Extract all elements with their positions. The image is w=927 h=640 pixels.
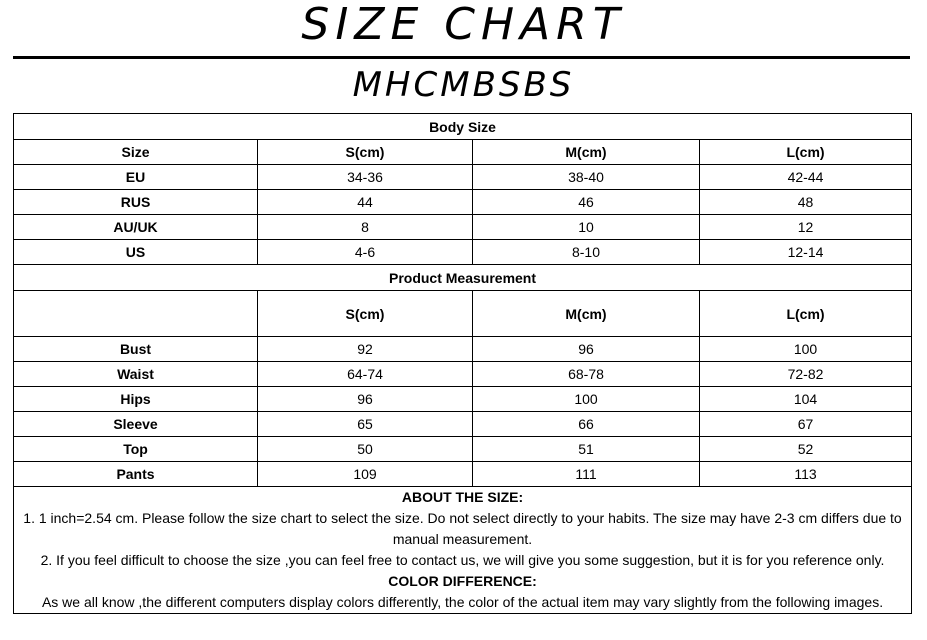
table-cell: 12 (700, 215, 912, 240)
table-cell: 68-78 (473, 362, 700, 387)
row-label: Sleeve (14, 412, 258, 437)
table-cell: 65 (258, 412, 473, 437)
table-cell: 96 (258, 387, 473, 412)
color-difference-note: As we all know ,the different computers display colors differently, the color of the actual item may vary slightly from the following images. (41, 594, 884, 610)
table-cell: 48 (700, 190, 912, 215)
color-difference-heading: COLOR DIFFERENCE: (388, 573, 537, 589)
table-cell: 10 (473, 215, 700, 240)
row-label: Bust (14, 337, 258, 362)
table-row (14, 462, 912, 487)
table-cell: 100 (700, 337, 912, 362)
row-label: EU (14, 165, 258, 190)
brand-name: MHCMBSBS (352, 65, 575, 105)
notes-section (14, 487, 912, 614)
row-label: AU/UK (14, 215, 258, 240)
table-cell: 4-6 (258, 240, 473, 265)
table-cell: 44 (258, 190, 473, 215)
title-divider (13, 56, 910, 59)
table-cell: 50 (258, 437, 473, 462)
row-label: Top (14, 437, 258, 462)
column-header: L(cm) (700, 140, 912, 165)
about-size-heading: ABOUT THE SIZE: (401, 489, 524, 505)
column-header (14, 291, 258, 337)
table-cell: 111 (473, 462, 700, 487)
column-header: M(cm) (473, 291, 700, 337)
row-label: RUS (14, 190, 258, 215)
table-cell: 34-36 (258, 165, 473, 190)
table-row (14, 190, 912, 215)
table-row (14, 165, 912, 190)
table-cell: 52 (700, 437, 912, 462)
table-cell: 64-74 (258, 362, 473, 387)
table-cell: 72-82 (700, 362, 912, 387)
table-row (14, 215, 912, 240)
table-row (14, 437, 912, 462)
row-label: Hips (14, 387, 258, 412)
page-title: SIZE CHART (301, 0, 626, 50)
table-cell: 51 (473, 437, 700, 462)
product-measurement-section-title: Product Measurement (14, 265, 912, 291)
table-cell: 96 (473, 337, 700, 362)
table-cell: 92 (258, 337, 473, 362)
row-label: Waist (14, 362, 258, 387)
row-label: US (14, 240, 258, 265)
table-cell: 113 (700, 462, 912, 487)
table-cell: 100 (473, 387, 700, 412)
about-size-note-1: 1. 1 inch=2.54 cm. Please follow the size chart to select the size. Do not select directly to your habits. The size may have 2-3 cm differs due to manual measurement. (23, 510, 902, 547)
column-header: M(cm) (473, 140, 700, 165)
column-header: L(cm) (700, 291, 912, 337)
table-cell: 8 (258, 215, 473, 240)
size-chart-table (13, 113, 912, 614)
table-cell: 38-40 (473, 165, 700, 190)
table-cell: 12-14 (700, 240, 912, 265)
table-cell: 8-10 (473, 240, 700, 265)
about-size-note-2: 2. If you feel difficult to choose the size ,you can feel free to contact us, we will give you some suggestion, but it is for you reference only. (40, 552, 885, 568)
table-row (14, 240, 912, 265)
table-cell: 67 (700, 412, 912, 437)
body-size-header-row (14, 140, 912, 165)
table-cell: 46 (473, 190, 700, 215)
table-row (14, 387, 912, 412)
table-row (14, 362, 912, 387)
table-row (14, 337, 912, 362)
table-cell: 104 (700, 387, 912, 412)
column-header: S(cm) (258, 291, 473, 337)
row-label: Pants (14, 462, 258, 487)
product-measurement-header-row (14, 291, 912, 337)
column-header: Size (14, 140, 258, 165)
table-cell: 42-44 (700, 165, 912, 190)
column-header: S(cm) (258, 140, 473, 165)
body-size-section-title: Body Size (14, 114, 912, 140)
table-cell: 66 (473, 412, 700, 437)
table-cell: 109 (258, 462, 473, 487)
table-row (14, 412, 912, 437)
